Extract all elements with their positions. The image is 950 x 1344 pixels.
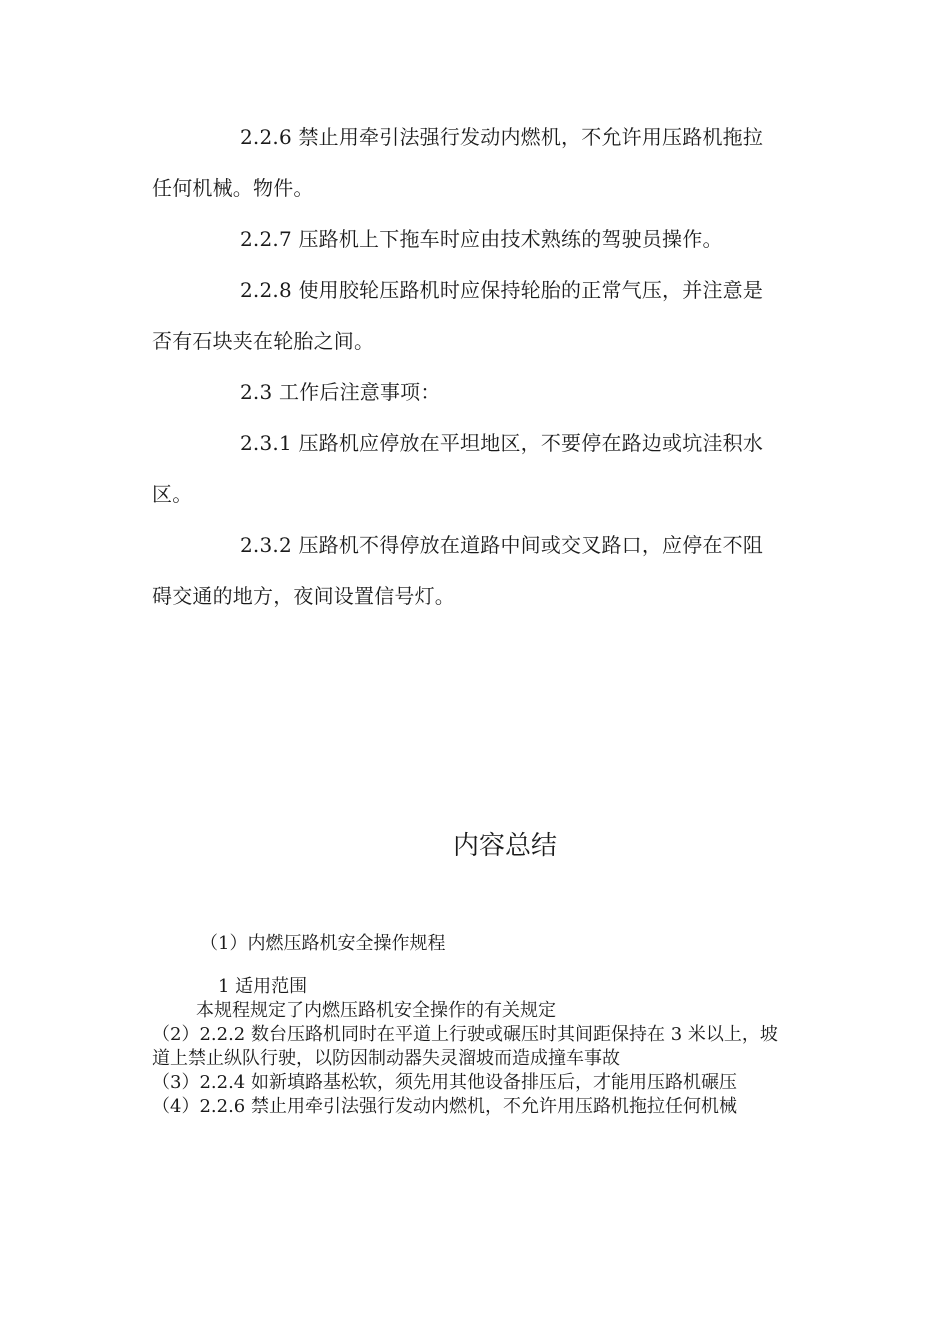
summary-item-4: （4）2.2.6 禁止用牵引法强行发动内燃机，不允许用压路机拖拉任何机械 xyxy=(152,1096,737,1117)
body-paragraphs xyxy=(152,112,782,622)
paragraph-2-3-heading: 2.3 工作后注意事项： xyxy=(240,380,441,404)
paragraph-2-3-1: 2.3.1 压路机应停放在平坦地区，不要停在路边或坑洼积水区。 xyxy=(152,431,764,506)
summary-item-1-sub-text: 本规程规定了内燃压路机安全操作的有关规定 xyxy=(196,1000,556,1021)
summary-title: 内容总结 xyxy=(452,831,557,861)
paragraph-2-3-2: 2.3.2 压路机不得停放在道路中间或交叉路口，应停在不阻碍交通的地方，夜间设置信号灯。 xyxy=(152,533,764,608)
paragraph-2-2-7: 2.2.7 压路机上下拖车时应由技术熟练的驾驶员操作。 xyxy=(240,227,723,251)
summary-list xyxy=(152,975,792,1119)
summary-item-3: （3）2.2.4 如新填路基松软，须先用其他设备排压后，才能用压路机碾压 xyxy=(152,1072,737,1093)
summary-item-1-sub-heading: 1 适用范围 xyxy=(218,976,308,997)
summary-item-1: （1）内燃压路机安全操作规程 xyxy=(200,933,446,954)
paragraph-2-2-6: 2.2.6 禁止用牵引法强行发动内燃机，不允许用压路机拖拉任何机械。物件。 xyxy=(152,125,764,200)
paragraph-2-2-8: 2.2.8 使用胶轮压路机时应保持轮胎的正常气压，并注意是否有石块夹在轮胎之间。 xyxy=(152,278,764,353)
summary-item-2: （2）2.2.2 数台压路机同时在平道上行驶或碾压时其间距保持在 3 米以上，坡道上禁止纵队行驶，以防因制动器失灵溜坡而造成撞车事故 xyxy=(152,1024,778,1069)
